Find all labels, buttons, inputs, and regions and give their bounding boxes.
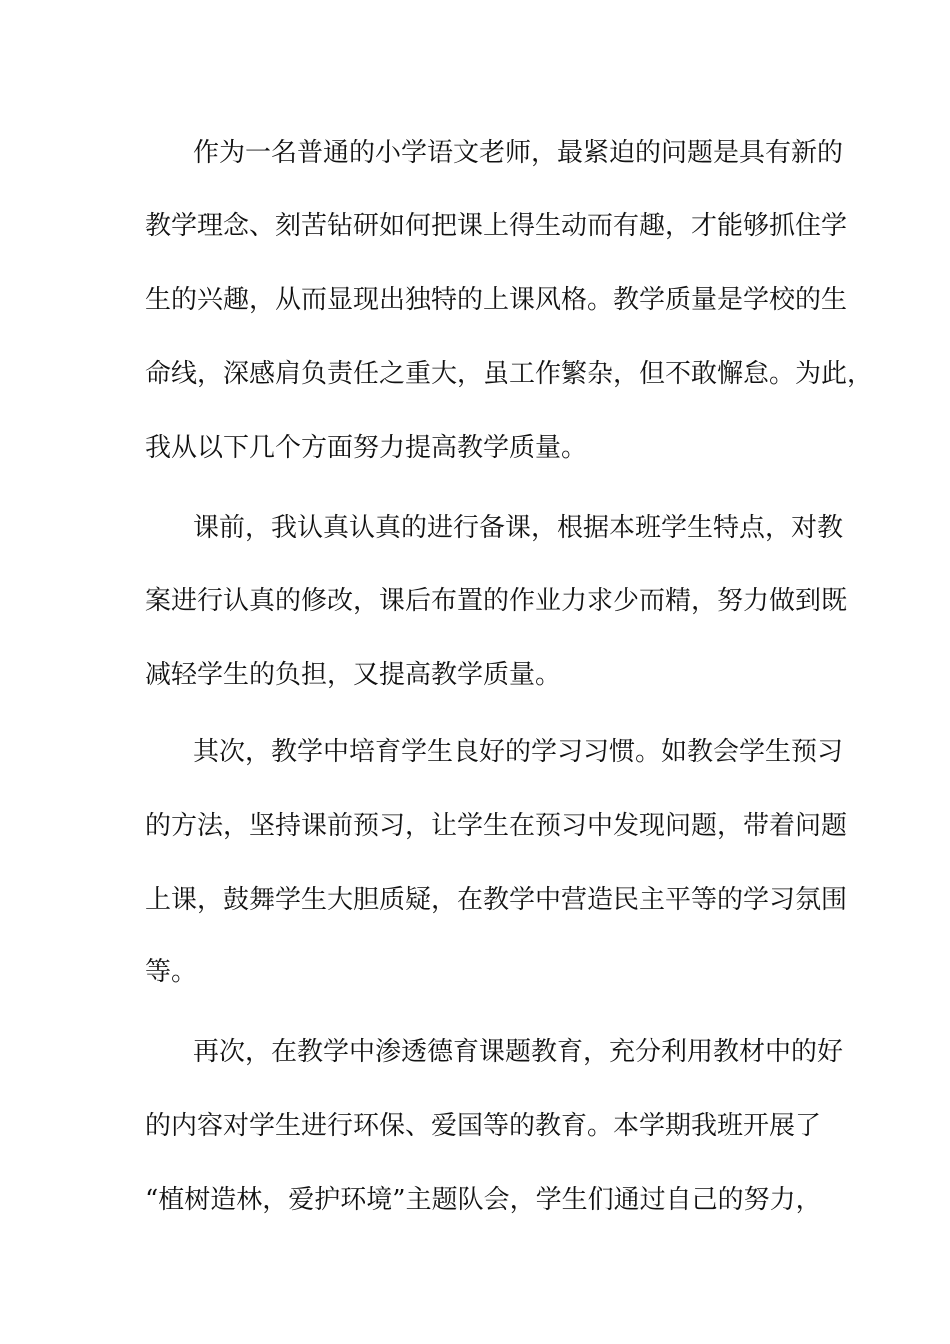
- text-line: 命线，深感肩负责任之重大，虽工作繁杂，但不敢懈怠。为此，: [145, 359, 874, 389]
- text-line: 我从以下几个方面努力提高教学质量。: [145, 433, 588, 463]
- text-line: 的方法，坚持课前预习，让学生在预习中发现问题，带着问题: [145, 811, 848, 841]
- text-line: 作为一名普通的小学语文老师，最紧迫的问题是具有新的: [193, 138, 844, 168]
- text-line: 课前，我认真认真的进行备课，根据本班学生特点，对教: [193, 513, 844, 543]
- text-line: 等。: [145, 957, 198, 987]
- text-line: 生的兴趣，从而显现出独特的上课风格。教学质量是学校的生: [145, 285, 848, 315]
- text-line: 其次，教学中培育学生良好的学习习惯。如教会学生预习: [193, 737, 844, 767]
- text-line: 教学理念、刻苦钻研如何把课上得生动而有趣，才能够抓住学: [145, 211, 848, 241]
- text-line: “植树造林，爱护环境”主题队会，学生们通过自己的努力，: [145, 1185, 822, 1215]
- text-line: 减轻学生的负担，又提高教学质量。: [145, 660, 562, 690]
- text-line: 上课，鼓舞学生大胆质疑，在教学中营造民主平等的学习氛围: [145, 885, 848, 915]
- text-line: 的内容对学生进行环保、爱国等的教育。本学期我班开展了: [145, 1111, 822, 1141]
- text-line: 案进行认真的修改，课后布置的作业力求少而精，努力做到既: [145, 586, 848, 616]
- text-line: 再次，在教学中渗透德育课题教育，充分利用教材中的好: [193, 1037, 844, 1067]
